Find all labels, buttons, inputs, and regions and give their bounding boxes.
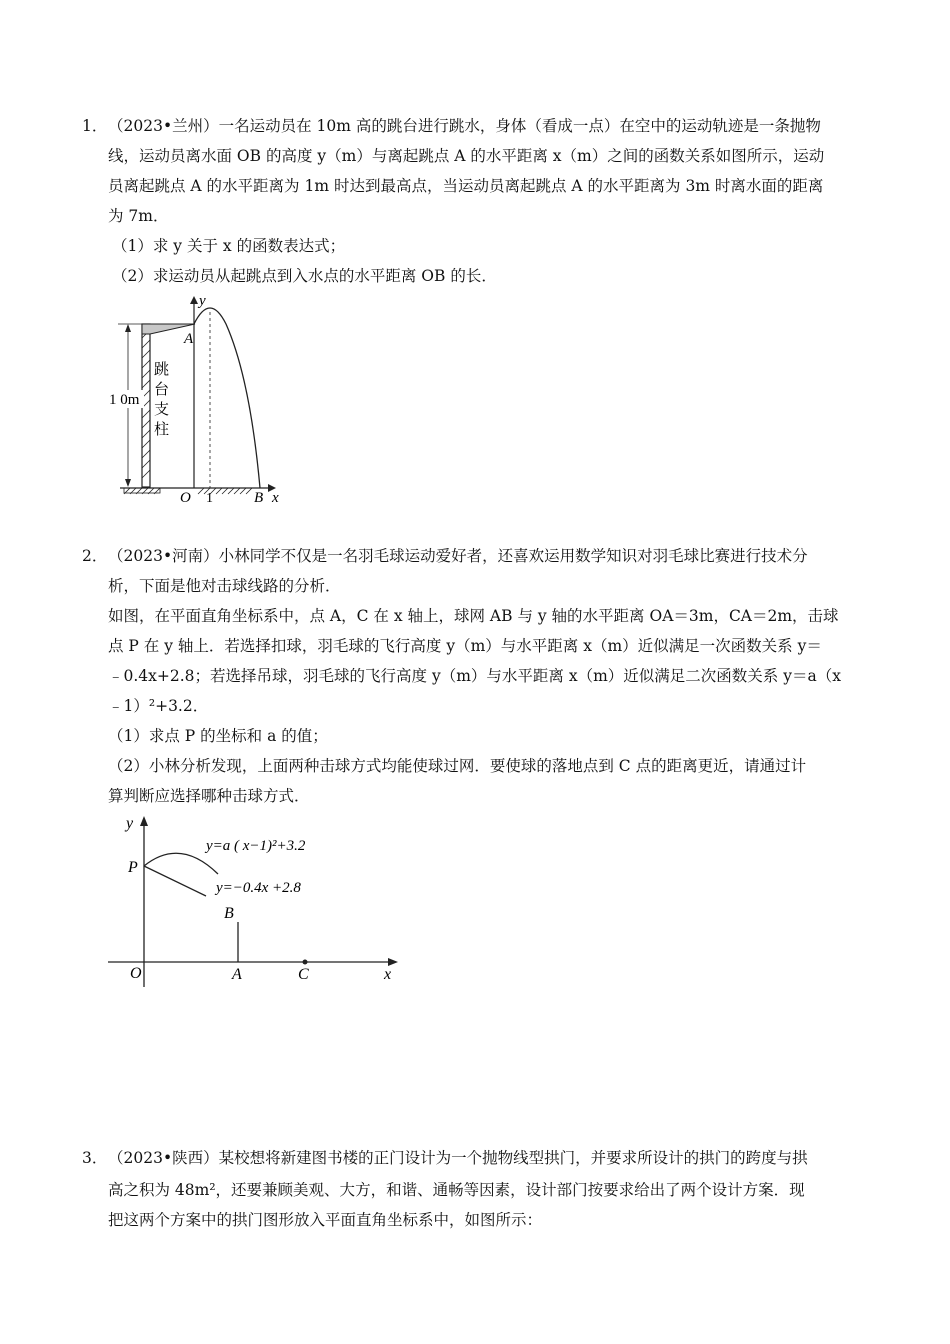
y-axis-label: y: [199, 293, 206, 309]
problem-1-line-2: 线，运动员离水面 OB 的高度 y（m）与离起跳点 A 的水平距离 x（m）之间的函数关系如图所示，运动: [108, 147, 825, 165]
pillar-char-2: 台: [154, 382, 170, 398]
problem-3-line-2: 高之积为 48m²，还要兼顾美观、大方，和谐、通畅等因素，设计部门按要求给出了两个设计方案．现: [108, 1181, 805, 1199]
y-axis-label: y: [126, 815, 134, 832]
line-equation: y=−0.4x +2.8: [216, 880, 301, 896]
point-B-label: B: [224, 905, 234, 922]
problem-1-line-3: 员离起跳点 A 的水平距离为 1m 时达到最高点，当运动员离起跳点 A 的水平距离为 3m 时离水面的距离: [108, 177, 824, 195]
point-C-label: C: [298, 966, 309, 983]
pillar-char-4: 柱: [154, 422, 170, 438]
point-A-label: A: [184, 331, 194, 347]
x-axis-label: x: [384, 966, 392, 983]
x-axis-label: x: [272, 490, 279, 506]
problem-2-line-6: ﹣1）²+3.2．: [108, 697, 209, 715]
point-A-label: A: [232, 966, 242, 983]
problem-1-number: 1．: [82, 117, 108, 135]
problem-2-question-2-cont: 算判断应选择哪种击球方式．: [108, 787, 310, 805]
point-P-label: P: [128, 859, 138, 876]
tick-one-label: 1: [206, 491, 213, 506]
problem-3-line-3: 把这两个方案中的拱门图形放入平面直角坐标系中，如图所示：: [108, 1211, 543, 1229]
problem-2-line-5: ﹣0.4x+2.8；若选择吊球，羽毛球的飞行高度 y（m）与水平距离 x（m）近似满足二次函数关系 y＝a（x: [108, 667, 841, 685]
problem-2-number: 2．: [82, 547, 108, 565]
problem-2-line-4: 点 P 在 y 轴上．若选择扣球，羽毛球的飞行高度 y（m）与水平距离 x（m）近似满足一次函数关系 y＝: [108, 637, 822, 655]
badminton-figure: [100, 812, 410, 994]
point-C: [303, 960, 308, 965]
problem-2-line-3: 如图，在平面直角坐标系中，点 A，C 在 x 轴上，球网 AB 与 y 轴的水平距离 OA＝3m，CA＝2m，击球: [108, 607, 839, 625]
smash-line: [144, 866, 206, 896]
pillar-char-1: 跳: [154, 362, 170, 378]
problem-2-question-1: （1）求点 P 的坐标和 a 的值；: [108, 727, 328, 745]
problem-2-line-2: 析，下面是他对击球线路的分析．: [108, 577, 341, 595]
pillar-char-3: 支: [154, 402, 170, 418]
problem-2-line-1: （2023•河南）小林同学不仅是一名羽毛球运动爱好者，还喜欢运用数学知识对羽毛球比赛进行技术分: [108, 547, 808, 565]
problem-1-question-1: （1）求 y 关于 x 的函数表达式；: [112, 237, 346, 255]
problem-3-number: 3．: [82, 1149, 108, 1167]
origin-label: O: [180, 490, 191, 506]
problem-1-line-4: 为 7m．: [108, 207, 169, 225]
diving-figure: [100, 288, 300, 510]
problem-3-line-1: （2023•陕西）某校想将新建图书楼的正门设计为一个抛物线型拱门，并要求所设计的拱门的跨度与拱: [108, 1149, 808, 1167]
parabola-equation: y=a ( x−1)²+3.2: [206, 838, 306, 854]
problem-1-question-2: （2）求运动员从起跳点到入水点的水平距离 OB 的长．: [112, 267, 497, 285]
problem-1-line-1: （2023•兰州）一名运动员在 10m 高的跳台进行跳水，身体（看成一点）在空中的运动轨迹是一条抛物: [108, 117, 821, 135]
height-label: 1 0m: [109, 392, 140, 408]
point-B-label: B: [254, 490, 264, 506]
origin-label: O: [130, 965, 142, 982]
problem-2-question-2: （2）小林分析发现，上面两种击球方式均能使球过网．要使球的落地点到 C 点的距离更近，请通过计: [108, 757, 807, 775]
trajectory-parabola: [194, 308, 260, 488]
